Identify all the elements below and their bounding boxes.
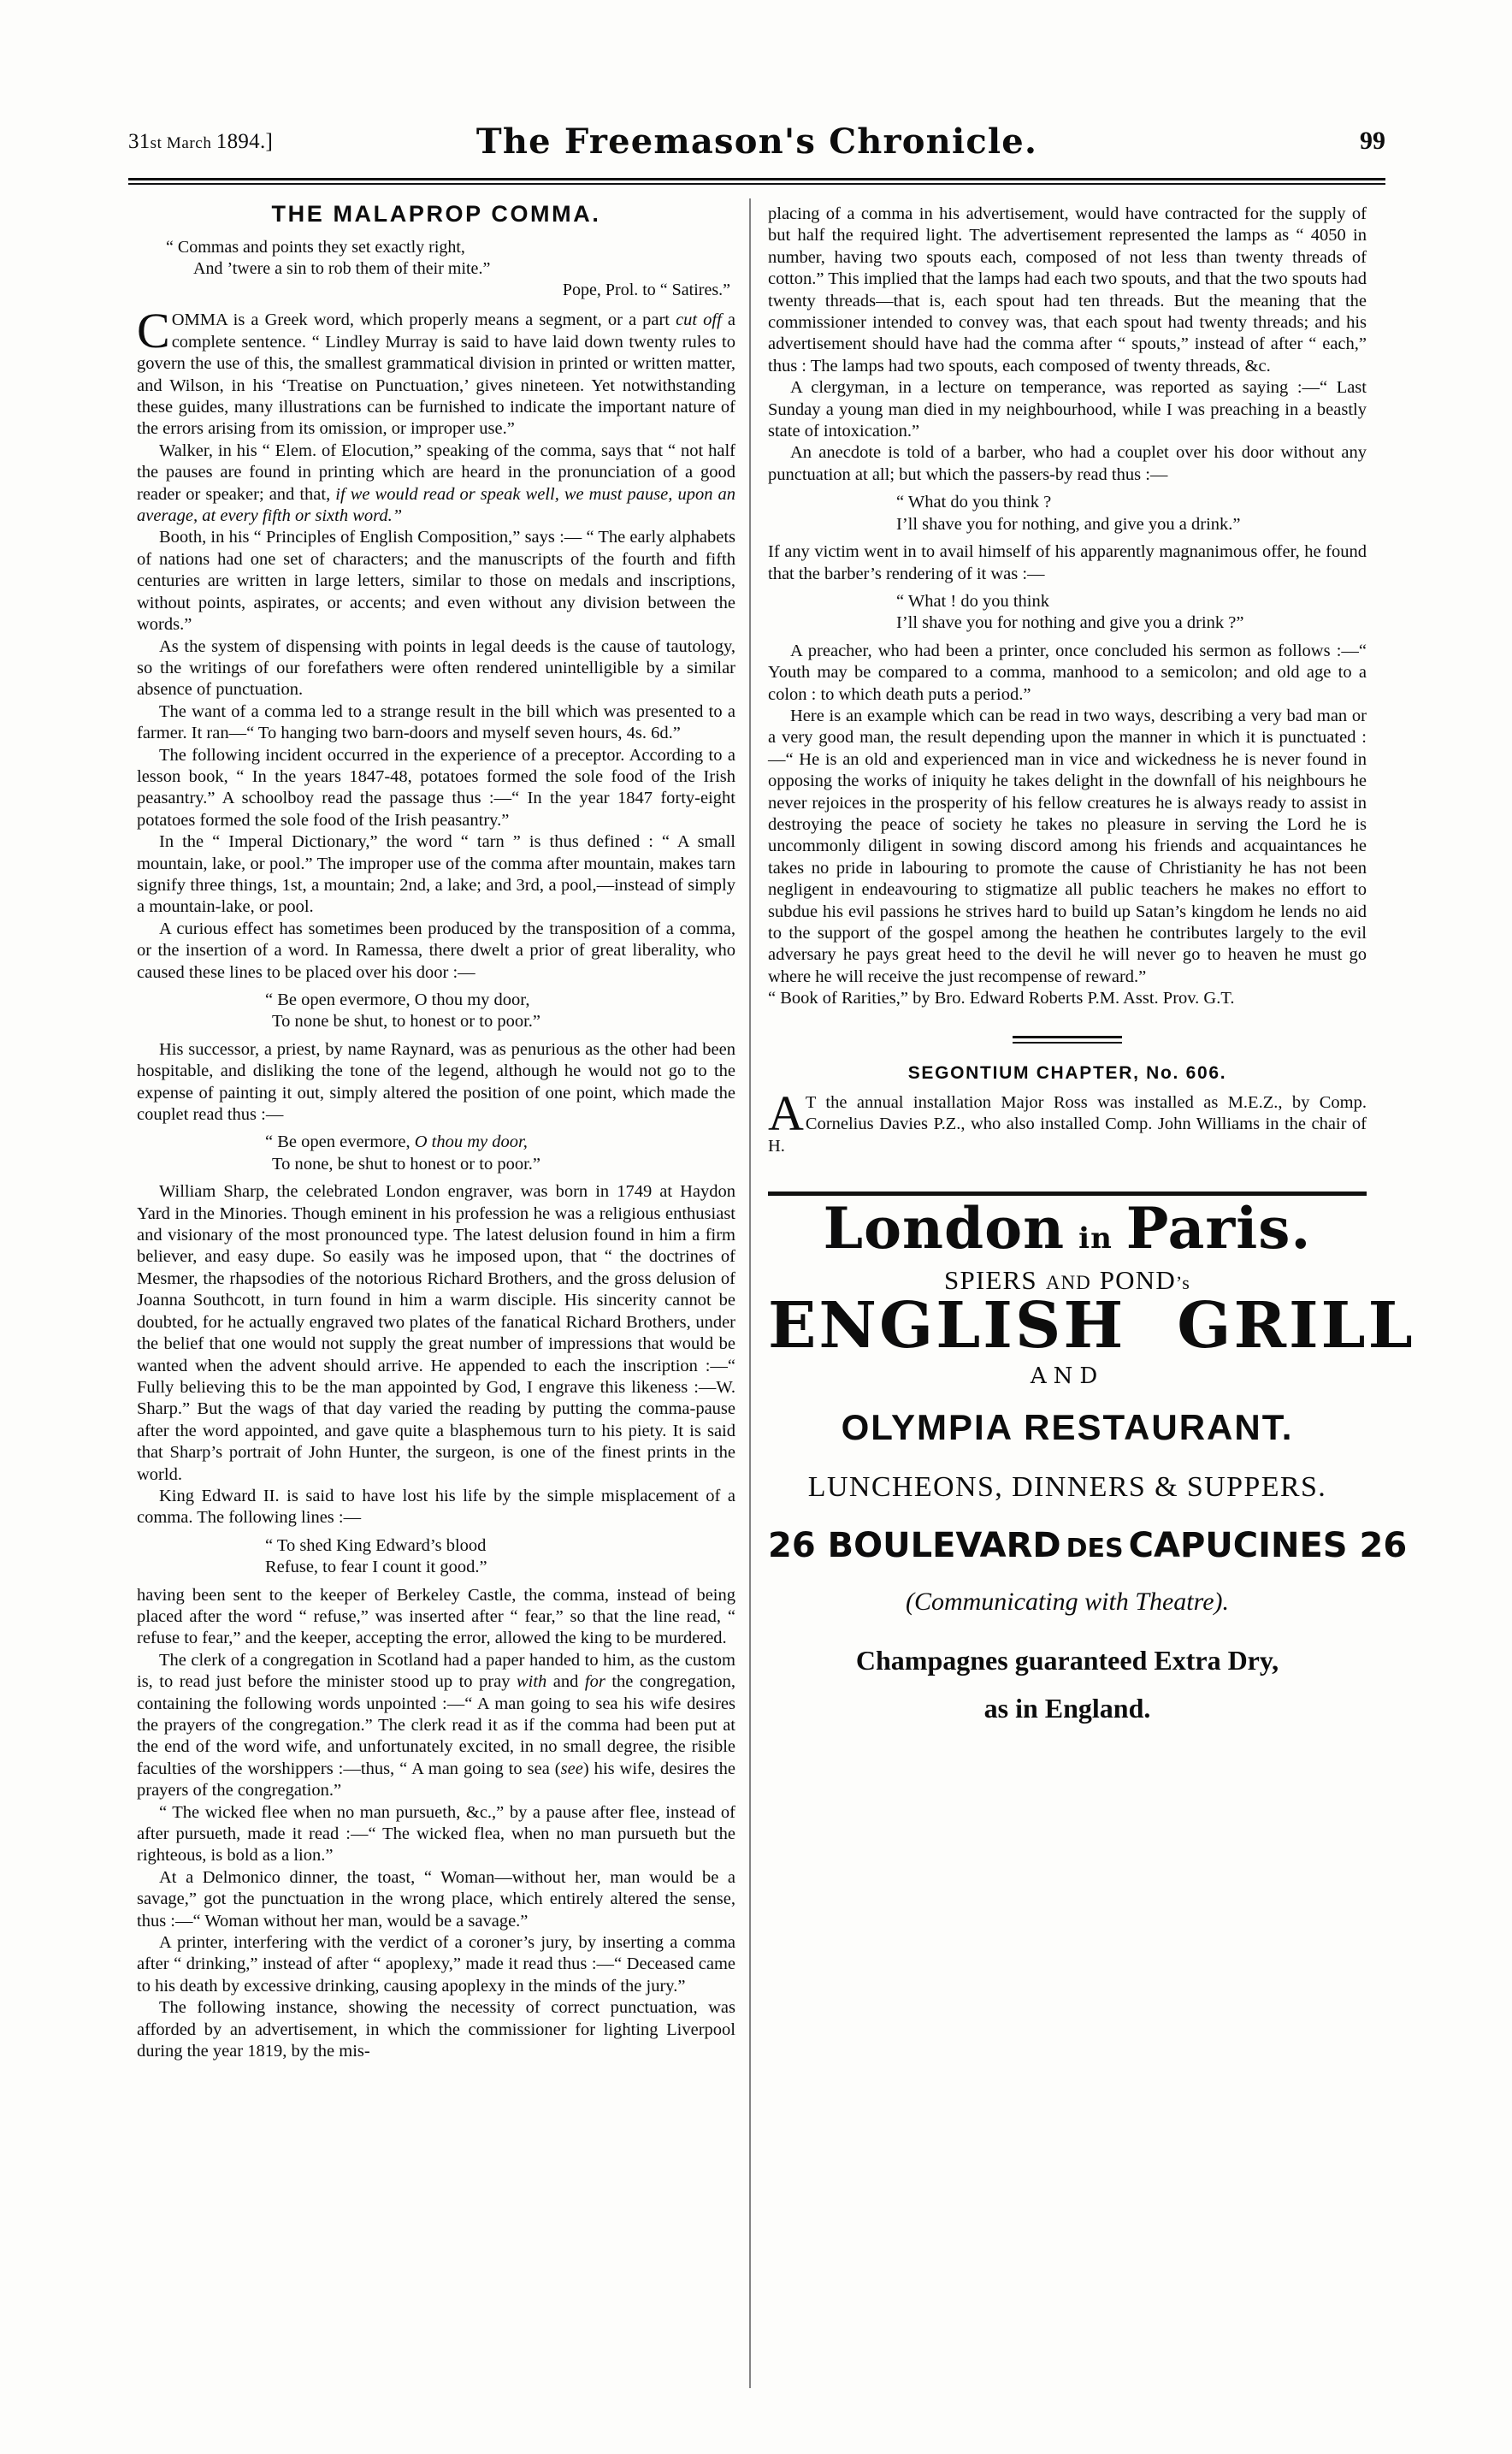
- ad-english: ENGLISH: [768, 1289, 1126, 1363]
- ad-address: [768, 1526, 1408, 1566]
- section-ornament: [1013, 1036, 1122, 1044]
- paragraph-clerk-italic-with: with: [516, 1672, 547, 1692]
- paragraph-opening: [137, 303, 736, 440]
- masthead: [128, 121, 1385, 171]
- drop-cap-c: C: [137, 303, 170, 359]
- column-right: [768, 204, 1415, 1724]
- paragraph-two-ways: Here is an example which can be read in two ways, describing a very bad man or a very good man, the result depending upon the manner in which it is punctuated :—“ He is an old and experienced man in vice and wickedness he is never found in opposing the works of iniquity he takes delight in the downfall of his neighbours he never rejoices in the prosperity of his fellow creatures he is always ready to assist in destroying the peace of society he takes no pleasure in serving the Lord he is uncommonly diligent in sowing discord among his friends and acquaintances he takes no pride in labouring to promote the cause of Christianity he has not been negligent in endeavouring to stigmatize all public teachers he makes no effort to subdue his evil passions he strives hard to build up Satan’s kingdom he lends no aid to the support of the gospel among the heathen he contributes largely to the evil adversary he pays great heed to the devil he will never go to heaven he must go where he will receive the just recompense of reward.”: [768, 706, 1367, 986]
- paragraph-walker-italic: if we would read or speak well, we must pause, upon an average, at every fifth or sixth word.”: [137, 484, 735, 526]
- column-left: [137, 201, 736, 2063]
- paragraph-sharp: William Sharp, the celebrated London engraver, was born in 1749 at Haydon Yard in the Minories. Though eminent in his profession he was a religious enthusiast and visionary of the most pronounced type. The latest delusion found in him a firm believer, and easy dupe. So easily was he imposed upon, that “ the doctrines of Mesmer, the rhapsodies of the notorious Richard Brothers, and the gross delusion of Joanna Southcott, in turn found in him a warm disciple. His sincerity cannot be doubted, for he actually engraved two plates of the fanatical Richard Brothers, under the belief that one would not supply the great number of impressions that would be wanted when the advent should arrive. He appended to each the inscription :—“ Fully believing this to be the man appointed by God, I engrave this likeness :—W. Sharp.” But the wags of that day varied the reading by putting the comma-pause after the word appointed, and gave quite a blasphemous turn to his piety. It is said that Sharp’s portrait of John Hunter, the surgeon, is one of the finest prints in the world.: [137, 1182, 735, 1484]
- paragraph-king-edward: King Edward II. is said to have lost his life by the simple misplacement of a comma. The following lines :—: [137, 1486, 735, 1528]
- issue-date-year: 1894.]: [216, 130, 274, 153]
- verse-king-edward: [137, 1535, 735, 1579]
- epigraph-line-1: “ Commas and points they set exactly right,: [166, 238, 465, 257]
- paragraph-booth: Booth, in his “ Principles of English Composition,” says :— “ The early alphabets of nations had one set of characters; and the manuscripts of the fourth and fifth centuries are written in large letters, similar to those on medals and inscriptions, without points, aspirates, or accents; and even without any division between the words.”: [137, 528, 735, 635]
- chapter-notice-heading: SEGONTIUM CHAPTER, No. 606.: [907, 1062, 1227, 1083]
- ad-address-number-left: 26: [768, 1526, 816, 1566]
- paragraph-clerk-italic-for: for: [584, 1672, 605, 1692]
- verse-raynard-line-1-roman: “ Be open evermore,: [265, 1132, 415, 1152]
- paragraph-liverpool-part-1: The following instance, showing the necessity of correct punctuation, was afforded by an advertisement, in which the commissioner for lighting Liverpool during the year 1819, by the mis-: [137, 1998, 735, 2061]
- ornament-bar-lower: [1013, 1042, 1122, 1044]
- paragraph-system: As the system of dispensing with points in legal deeds is the cause of tautology, so the writings of our forefathers were often rendered unintelligible by a similar absence of punctuation.: [137, 636, 735, 700]
- ad-headline-paris: Paris.: [1125, 1195, 1312, 1262]
- paragraph-clerk-a: The clerk of a congregation in Scotland had a paper handed to him, as the custom is, to read just before the minister stood up to pray: [137, 1650, 735, 1692]
- ad-champagnes-line: Champagnes guaranteed Extra Dry,: [855, 1645, 1279, 1676]
- ad-olympia-restaurant: OLYMPIA RESTAURANT.: [841, 1407, 1294, 1448]
- paragraph-opening-italic: cut off: [676, 310, 722, 330]
- ad-as-in-england-line: as in England.: [983, 1692, 1151, 1724]
- paragraph-berkeley: having been sent to the keeper of Berkeley Castle, the comma, instead of being placed after the word “ refuse,” was inserted after “ fear,” so that the line read, “ refuse to fear,” and the keeper, accepting the error, allowed the king to be murdered.: [137, 1585, 735, 1648]
- ad-english-grill: [768, 1289, 1415, 1363]
- paragraph-clerk: [137, 1650, 735, 1802]
- article-title: THE MALAPROP COMMA.: [271, 201, 601, 227]
- verse-barber-read-line-2: I’ll shave you for nothing, and give you a drink.”: [896, 514, 1241, 534]
- issue-date: 31st March 1894.]: [128, 130, 274, 153]
- verse-prior-line-2: To none be shut, to honest or to poor.”: [272, 1012, 540, 1032]
- paragraph-source-credit: “ Book of Rarities,” by Bro. Edward Roberts P.M. Asst. Prov. G.T.: [768, 989, 1235, 1008]
- paragraph-curious: A curious effect has sometimes been produced by the transposition of a comma, or the insertion of a word. In Ramessa, there dwelt a prior of great liberality, who caused these lines to be placed over his door :—: [137, 919, 735, 982]
- ad-proprietor-pond: POND: [1099, 1264, 1176, 1295]
- ad-headline-london-in-paris: [768, 1195, 1367, 1262]
- verse-king-edward-line-1: “ To shed King Edward’s blood: [265, 1535, 487, 1555]
- paragraph-clerk-b: and: [546, 1672, 585, 1692]
- column-divider: [749, 198, 751, 2388]
- paragraph-tarn: In the “ Imperal Dictionary,” the word “ tarn ” is thus defined : “ A small mountain, lake, or pool.” The improper use of the comma after mountain, makes tarn signify three things, 1st, a mountain; 2nd, a lake; and 3rd, a pool,—instead of simply a mountain-lake, or pool.: [137, 832, 735, 917]
- paragraph-opening-part2: a complete sentence. “ Lindley Murray is said to have laid down twenty rules to govern the use of this, the smallest grammatical division in printed or written matter, and Wilson, in his ‘Treatise on Punctuation,’ gives nineteen. Yet notwithstanding these guides, many illustrations can be furnished to indicate the important nature of the errors arising from its omission, or improper use.”: [137, 310, 736, 439]
- chapter-notice-body: [768, 1085, 1367, 1157]
- ad-headline-london: London: [823, 1195, 1066, 1262]
- verse-barber-read-line-1: “ What do you think ?: [896, 493, 1052, 512]
- ad-and-connector: AND: [1030, 1363, 1105, 1390]
- ad-theatre-note: (Communicating with Theatre).: [905, 1587, 1230, 1616]
- paragraph-printer: A printer, interfering with the verdict of a coroner’s jury, by inserting a comma after “ drinking,” instead of after “ apoplexy,” made it read thus :—“ Deceased came to his death by excessive drinking, causing apoplexy in the minds of the jury.”: [137, 1933, 735, 1996]
- paragraph-victim: If any victim went in to avail himself of his apparently magnanimous offer, he found that the barber’s rendering of it was :—: [768, 542, 1367, 583]
- ad-headline-in: in: [1078, 1221, 1113, 1257]
- verse-raynard-line-2: To none, be shut to honest or to poor.”: [272, 1154, 540, 1174]
- ad-proprietor-and: AND: [1045, 1271, 1091, 1293]
- paragraph-clerk-c: the congregation, containing the following words unpointed :—“ A man going to sea his wife desires the prayers of the congregation.” The clerk read it as if the comma had been put at the end of the word wife, and unfortunately excited, in no small degree, the risible faculties of the worshippers :—thus, “ A man going to sea (: [137, 1672, 736, 1778]
- paragraph-clerk-d: ) his wife, desires the prayers of the congregation.”: [137, 1759, 735, 1801]
- paragraph-delmonico: At a Delmonico dinner, the toast, “ Woman—without her, man would be a savage,” got the punctuation in the wrong place, which entirely altered the sense, thus :—“ Woman without her man, would be a savage.”: [137, 1867, 735, 1931]
- advertisement: [768, 1195, 1415, 1724]
- masthead-rule-lower: [128, 183, 1385, 185]
- verse-barber-rendering-line-2: I’ll shave you for nothing and give you a drink ?”: [896, 613, 1244, 633]
- verse-prior: [137, 990, 735, 1033]
- paragraph-walker: [137, 441, 735, 528]
- epigraph: [137, 237, 735, 301]
- drop-cap-a: A: [768, 1085, 804, 1142]
- paragraph-preacher: A preacher, who had been a printer, once concluded his sermon as follows :—“ Youth may be compared to a comma, manhood to a semicolon; and old age to a colon : to which death puts a period.”: [768, 641, 1367, 704]
- verse-raynard-line-1: [265, 1132, 735, 1153]
- ad-meals-offered: LUNCHEONS, DINNERS & SUPPERS.: [807, 1470, 1327, 1503]
- ornament-bar-upper: [1013, 1036, 1122, 1038]
- paragraph-wicked-flee: “ The wicked flee when no man pursueth, &c.,” by a pause after flee, instead of after pursueth, made it read :—“ The wicked flea, when no man pursueth but the righteous, is bold as a lion.”: [137, 1802, 735, 1866]
- page-number: 99: [1360, 127, 1385, 155]
- ad-proprietor-possessive: ’s: [1175, 1271, 1190, 1293]
- verse-raynard-line-1-italic: O thou my door,: [414, 1132, 528, 1152]
- verse-barber-rendering-line-1: “ What ! do you think: [896, 591, 1049, 611]
- verse-barber-read: [768, 492, 1367, 535]
- paragraph-raynard: His successor, a priest, by name Raynard, was as penurious as the other had been hospitable, and disliking the tone of the legend, although he would not go to the expense of painting it out, simply altered the position of one point, which made the couplet read thus :—: [137, 1039, 735, 1125]
- ad-grill-word: GRILL: [1177, 1289, 1415, 1363]
- ad-address-boulevard: BOULEVARD: [827, 1526, 1061, 1566]
- ad-address-des: DES: [1066, 1534, 1124, 1564]
- paragraph-barber: An anecdote is told of a barber, who had a couplet over his door without any punctuation at all; but which the passers-by read thus :—: [768, 443, 1367, 484]
- verse-prior-line-1: “ Be open evermore, O thou my door,: [265, 990, 530, 1009]
- ad-address-number-right: 26: [1359, 1526, 1408, 1566]
- paragraph-bill: The want of a comma led to a strange result in the bill which was presented to a farmer. It ran—“ To hanging two barn-doors and myself seven hours, 4s. 6d.”: [137, 701, 735, 743]
- verse-king-edward-line-2: Refuse, to fear I count it good.”: [265, 1558, 487, 1577]
- chapter-notice-text: T the annual installation Major Ross was installed as M.E.Z., by Comp. Cornelius Davies P.Z., who also installed Comp. John Williams in the chair of H.: [768, 1093, 1367, 1156]
- issue-date-month: March: [162, 134, 216, 152]
- epigraph-line-2: And ’twere a sin to rob them of their mite.”: [193, 259, 491, 279]
- publication-title: The Freemason's Chronicle.: [475, 121, 1038, 162]
- paragraph-clerk-italic-see: see: [560, 1759, 583, 1778]
- verse-barber-rendering: [768, 591, 1367, 635]
- ad-proprietor-spiers: SPIERS: [944, 1264, 1037, 1295]
- paragraph-walker-roman: Walker, in his “ Elem. of Elocution,” speaking of the comma, says that “ not half the pauses are found in printing which are heard in the pronunciation of a good reader or speaker; and that,: [137, 441, 735, 504]
- verse-raynard: [137, 1132, 735, 1175]
- masthead-rule-upper: [128, 178, 1385, 180]
- paragraph-clergyman: A clergyman, in a lecture on temperance, was reported as saying :—“ Last Sunday a young man died in my neighbourhood, while I was preaching in a beastly state of intoxication.”: [768, 378, 1367, 441]
- ad-address-capucines: CAPUCINES: [1128, 1526, 1348, 1566]
- epigraph-attribution: Pope, Prol. to “ Satires.”: [562, 281, 730, 300]
- paragraph-opening-part1: OMMA is a Greek word, which properly means a segment, or a part: [171, 310, 676, 330]
- paragraph-preceptor: The following incident occurred in the experience of a preceptor. According to a lesson book, “ In the years 1847-48, potatoes formed the sole food of the Irish peasantry.” A schoolboy read the passage thus :—“ In the year 1847 forty-eight potatoes formed the sole food of the Irish peasantry.”: [137, 745, 735, 830]
- issue-date-ordinal: st: [150, 134, 162, 152]
- paragraph-liverpool-part-2: placing of a comma in his advertisement, would have contracted for the supply of but half the required light. The advertisement represented the lamps as “ 4050 in number, having two spouts each, composed of not less than twenty threads of cotton.” This implied that the lamps had each two spouts, and that the two spouts had twenty threads—that is, each spout had ten threads. But the meaning that the commissioner intended to convey was, that each spout had twenty threads; and his advertisement should have had the comma after “ spouts,” instead of after “ each,” thus : The lamps had two spouts, each composed of twenty threads, &c.: [768, 204, 1367, 375]
